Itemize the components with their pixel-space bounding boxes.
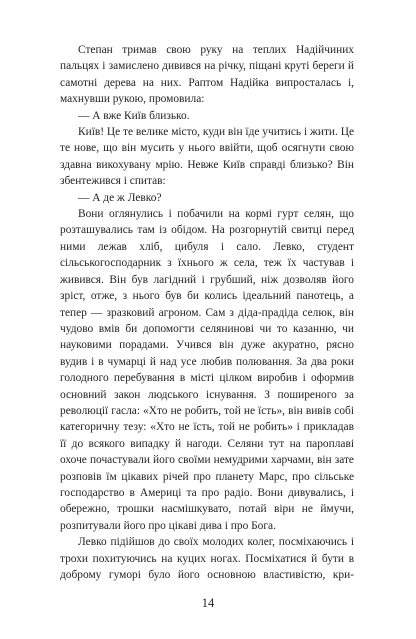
paragraph-2-dialogue: — А вже Київ близько.	[78, 109, 190, 122]
page-number: 14	[201, 596, 215, 610]
paragraph-6: Левко підійшов до своїх молодих колег, посміхаючись і трохи похитуючись на куцих ногах. Посміхатися й бути в доброму гуморі було його основною властивістю, кри-	[60, 536, 354, 581]
paragraph-4-dialogue: — А де ж Левко?	[78, 191, 162, 204]
paragraph-1: Степан тримав свою руку на теплих Надійчиних пальцях і замислено дивився на річку, піщані круті береги й самотні дерева на них. Раптом Надійка випросталась і, махнувши рукою, промовила:	[60, 44, 354, 106]
paragraph-3: Київ! Це те велике місто, куди він їде учитись і жити. Це те нове, що він мусить у нього ввійти, щоб осягнути свою здавна викохувану мрію. Невже Київ справді близько? Він збентежився і спитав:	[60, 126, 354, 188]
paragraph-5: Вони оглянулись і побачили на кормі гурт селян, що розташувались там із обідом. На розгорнутій свитці перед ними лежав хліб, цибуля і сало. Левко, студент сільськогосподарник з їхнього ж села, теж їх частував і живився. Він був лагідний і грубший, ніж дозволяв його зріст, отже, з нього був би колись ідеальний панотець, а тепер — зразковий агроном. Сам з діда-прадіда селюк, він чудово вмів би допомогти селянинові чи то казанню, чи науковими порадами. Учився він дуже акуратно, рясно вудив і в чумарці й над усе любив полювання. За два роки голодного перебування в місті цілком виробив і оформив основний закон людського існування. З поширеного за революції гасла: «Хто не робить, той не їсть», він вивів собі категоричну тезу: «Хто не їсть, той не робить» і прикладав її до всякого випадку й нагоди. Селяни тут на пароплаві охоче почастували його своїми немудрими харчами, він зате розповів їм цікавих річей про планету Марс, про сільське господарство в Америці та про радіо. Вони дивувались, і обережно, трошки насмішкувато, потай віри не ймучи, розпитували його про цікаві дива і про Бога.	[60, 208, 354, 532]
body-text	[60, 42, 354, 583]
